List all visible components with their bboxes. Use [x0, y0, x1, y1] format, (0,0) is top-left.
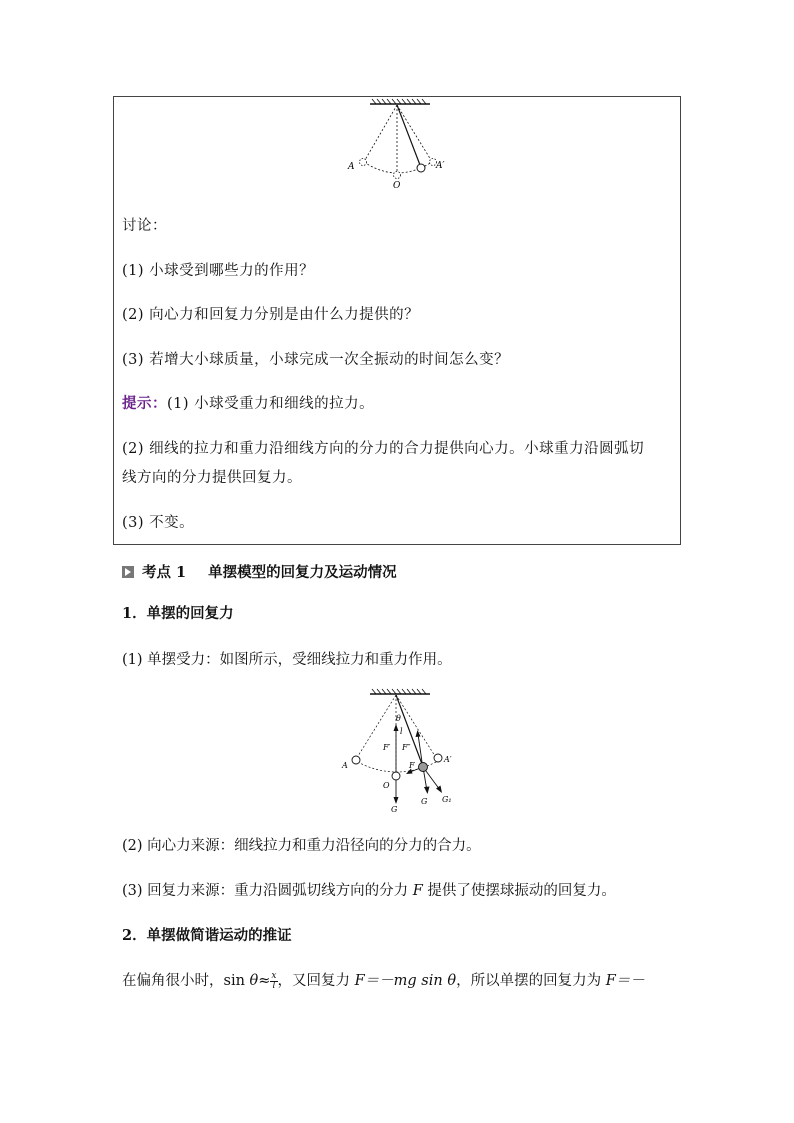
part1-para-2: (2) 向心力来源：细线拉力和重力沿径向的分力的合力。: [122, 838, 481, 854]
fraction-x-over-l: $\frac{x}{l}$: [271, 970, 277, 991]
question-1: (1) 小球受到哪些力的作用？: [122, 263, 315, 279]
fig2-label-fp: F′: [383, 743, 391, 752]
fig2-label-g-right: G: [421, 797, 428, 806]
hint-answer-1: [122, 394, 374, 414]
fig2-label-a: A: [342, 761, 348, 770]
question-2: (2) 向心力和回复力分别是由什么力提供的？: [122, 307, 420, 323]
fig1-label-a: A: [348, 162, 355, 172]
discussion-title: 讨论：: [122, 218, 167, 234]
fig1-label-ap: A′: [436, 161, 445, 171]
fig2-label-fpp: F″: [402, 743, 411, 752]
fig2-label-ap: A′: [444, 755, 452, 764]
answer-3: (3) 不变。: [122, 515, 195, 531]
play-triangle-icon: [122, 566, 134, 578]
fig2-label-f: F: [409, 761, 415, 770]
pendulum-force-figure: [330, 688, 470, 812]
part2-para: 在偏角很小时，sin θ≈ $\frac{x}{l}$ ，又回复力 F＝－mg sin θ，所以单摆的回复力为 F＝－: [122, 970, 645, 991]
section-heading: [122, 561, 397, 582]
restoring-force-formula: F＝－mg sin θ: [354, 973, 457, 989]
pendulum-figure-1: [340, 98, 450, 194]
fig1-label-o: O: [393, 181, 401, 191]
fig2-label-theta: θ: [396, 714, 401, 723]
fig2-label-g-left: G: [391, 805, 398, 812]
answer-1: (1) 小球受重力和细线的拉力。: [167, 396, 375, 412]
answer-2-line-1: (2) 细线的拉力和重力沿细线方向的分力的合力提供向心力。小球重力沿圆弧切: [122, 441, 645, 457]
hint-label: 提示：: [122, 395, 167, 412]
section-label: 考点 1: [142, 564, 187, 581]
fig2-label-l: l: [400, 727, 403, 736]
var-f: F: [412, 883, 423, 899]
section-title: 单摆模型的回复力及运动情况: [208, 564, 397, 581]
fig2-label-g1: G₁: [442, 795, 452, 804]
part2-heading: 2．单摆做简谐运动的推证: [122, 927, 292, 944]
question-3: (3) 若增大小球质量，小球完成一次全振动的时间怎么变？: [122, 352, 510, 368]
fig2-label-o: O: [383, 781, 390, 790]
answer-2-line-2: 线方向的分力提供回复力。: [122, 470, 302, 486]
part1-para-3: (3) 回复力来源：重力沿圆弧切线方向的分力 F 提供了使摆球振动的回复力。: [122, 883, 616, 899]
part1-heading: 1．单摆的回复力: [122, 605, 234, 622]
part1-para-1: (1) 单摆受力：如图所示，受细线拉力和重力作用。: [122, 652, 452, 668]
